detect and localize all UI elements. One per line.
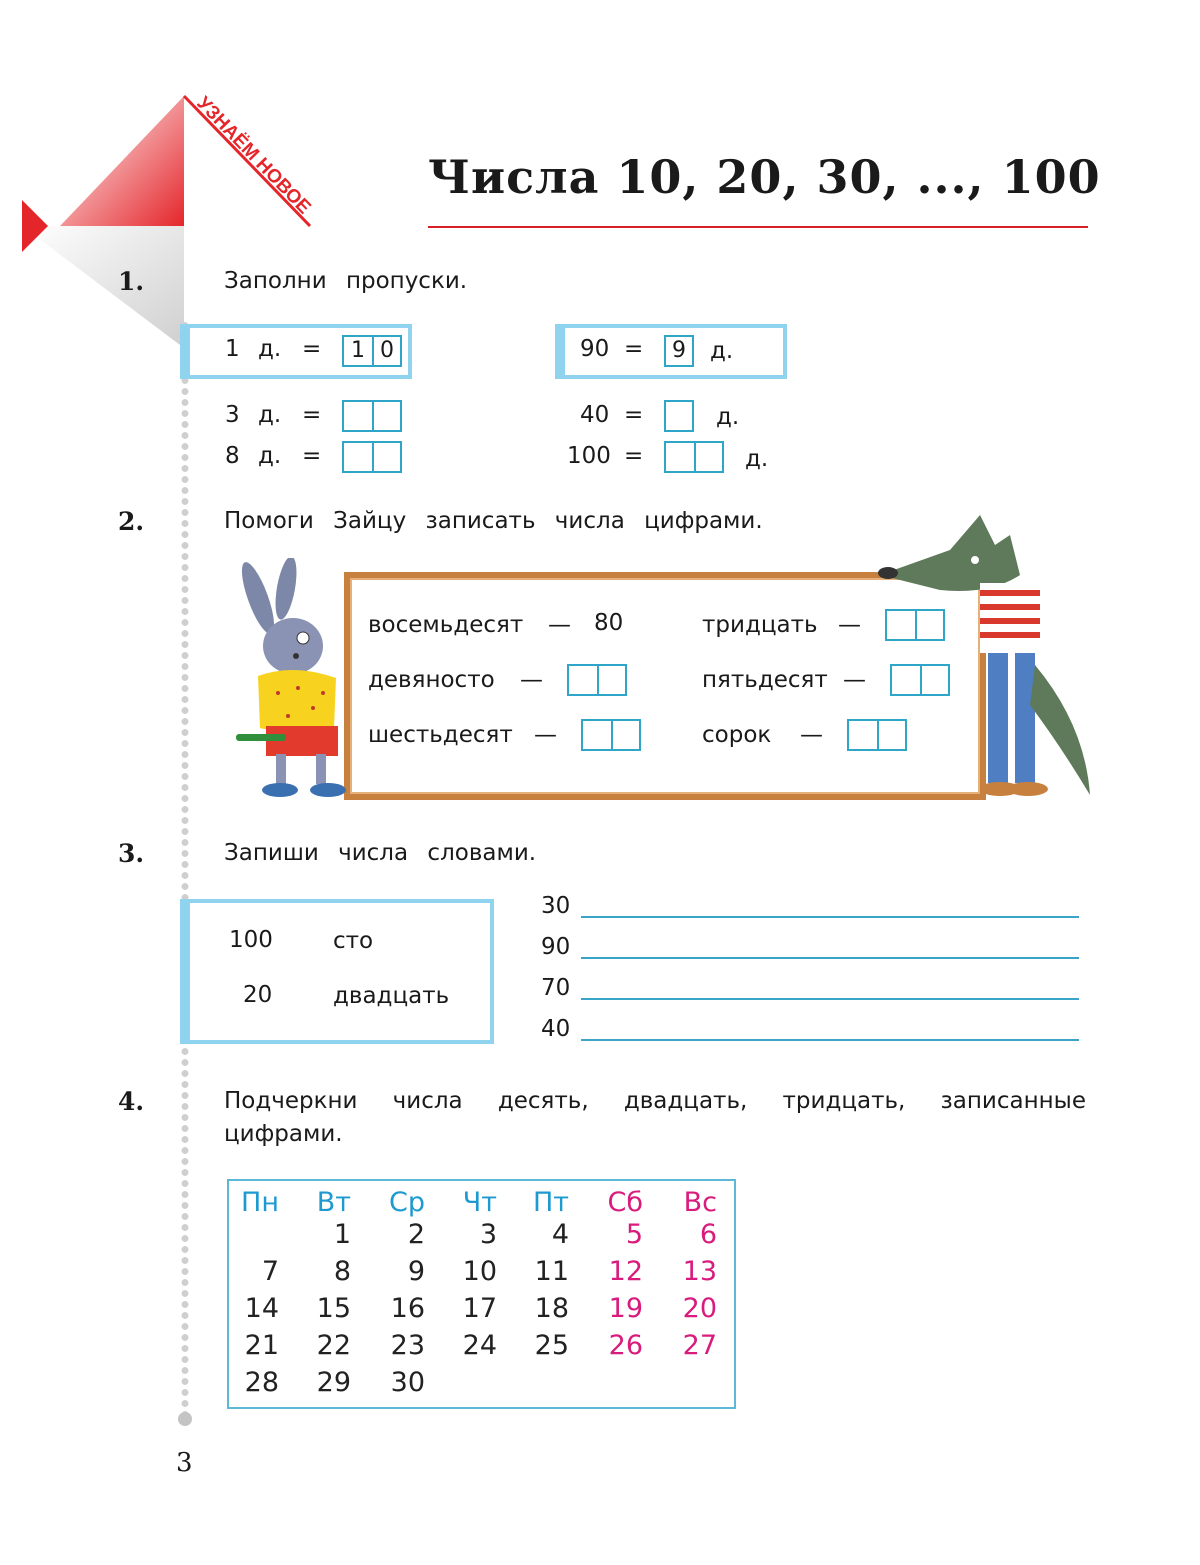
answer-cells[interactable] xyxy=(567,664,627,696)
calendar-day[interactable]: 5 xyxy=(625,1219,643,1250)
answer-cells[interactable] xyxy=(847,719,907,751)
task-4-number: 4. xyxy=(118,1087,145,1116)
answer-cells[interactable] xyxy=(342,441,402,473)
calendar-day[interactable]: 17 xyxy=(462,1293,497,1324)
line-number: 40 xyxy=(541,1016,571,1042)
example-left-equals: = xyxy=(302,336,322,362)
calendar-day[interactable]: 28 xyxy=(244,1367,279,1398)
task-2-text: Помоги Зайцу записать числа цифрами. xyxy=(224,508,763,534)
example-word: сто xyxy=(333,928,374,954)
line-number: 90 xyxy=(541,934,571,960)
task-3-example-frame xyxy=(180,899,494,1044)
calendar xyxy=(227,1179,736,1409)
task-4-text-line-2: цифрами. xyxy=(224,1121,343,1147)
dash: — xyxy=(520,667,543,693)
row-lhs: 40 xyxy=(580,402,610,428)
dotted-spine xyxy=(180,320,190,1420)
calendar-day[interactable]: 16 xyxy=(390,1293,425,1324)
calendar-day[interactable]: 8 xyxy=(333,1256,351,1287)
calendar-day[interactable]: 27 xyxy=(682,1330,717,1361)
calendar-day[interactable]: 15 xyxy=(316,1293,351,1324)
calendar-header: Пн xyxy=(241,1187,279,1218)
answer-line[interactable] xyxy=(581,1039,1079,1041)
example-word: двадцать xyxy=(333,983,450,1009)
calendar-header: Вт xyxy=(316,1187,351,1218)
dash: — xyxy=(548,612,571,638)
calendar-day[interactable]: 24 xyxy=(462,1330,497,1361)
answer-line[interactable] xyxy=(581,916,1079,918)
task-1-number: 1. xyxy=(118,267,145,296)
row-lhs: 3 xyxy=(225,402,240,428)
task-3-number: 3. xyxy=(118,839,145,868)
section-badge: УЗНАЁМ НОВОЕ xyxy=(192,92,315,219)
word-value-1: 80 xyxy=(594,610,624,636)
example-right-lhs: 90 xyxy=(580,336,610,362)
example-right-unit: д. xyxy=(710,338,734,364)
row-equals: = xyxy=(302,443,322,469)
row-lhs: 100 xyxy=(567,443,611,469)
dash: — xyxy=(534,722,557,748)
calendar-day[interactable]: 21 xyxy=(244,1330,279,1361)
task-2-number: 2. xyxy=(118,507,145,536)
calendar-day[interactable]: 20 xyxy=(682,1293,717,1324)
calendar-day[interactable]: 26 xyxy=(608,1330,643,1361)
example-num: 100 xyxy=(229,927,273,953)
example-num: 20 xyxy=(243,982,273,1008)
wolf-illustration xyxy=(870,505,1095,805)
example-right-equals: = xyxy=(624,336,644,362)
row-unit: д. xyxy=(258,402,282,428)
row-lhs: 8 xyxy=(225,443,240,469)
digit-cell: 1 xyxy=(351,338,365,363)
answer-cells[interactable] xyxy=(890,664,950,696)
calendar-day[interactable]: 29 xyxy=(316,1367,351,1398)
digit-cell[interactable] xyxy=(664,400,694,432)
calendar-day[interactable]: 18 xyxy=(534,1293,569,1324)
example-left-unit: д. xyxy=(258,336,282,362)
task-1-text: Заполни пропуски. xyxy=(224,268,468,294)
calendar-header: Пт xyxy=(532,1187,569,1218)
answer-cells xyxy=(342,335,402,367)
answer-cells[interactable] xyxy=(581,719,641,751)
hare-illustration xyxy=(218,558,368,803)
calendar-header: Чт xyxy=(462,1187,497,1218)
row-unit: д. xyxy=(716,404,740,430)
line-number: 70 xyxy=(541,975,571,1001)
task-4-text-line-1: Подчеркни числа десять, двадцать, тридцать, записанные xyxy=(224,1088,1086,1114)
row-unit: д. xyxy=(258,443,282,469)
answer-line[interactable] xyxy=(581,998,1079,1000)
calendar-day[interactable]: 25 xyxy=(534,1330,569,1361)
calendar-day[interactable]: 23 xyxy=(390,1330,425,1361)
calendar-day[interactable]: 19 xyxy=(608,1293,643,1324)
calendar-day[interactable]: 30 xyxy=(390,1367,425,1398)
dash: — xyxy=(838,612,861,638)
spine-end-dot xyxy=(178,1412,192,1426)
calendar-header: Ср xyxy=(389,1187,425,1218)
corner-decoration xyxy=(0,0,340,360)
calendar-day[interactable]: 7 xyxy=(261,1256,279,1287)
dash: — xyxy=(800,722,823,748)
calendar-day[interactable]: 6 xyxy=(699,1219,717,1250)
page-title: Числа 10, 20, 30, ..., 100 xyxy=(428,150,1101,204)
word-right-3: сорок xyxy=(702,722,772,748)
word-left-2: девяносто xyxy=(368,667,495,693)
row-equals: = xyxy=(624,443,644,469)
digit-cell: 0 xyxy=(372,337,400,365)
answer-cells[interactable] xyxy=(885,609,945,641)
answer-line[interactable] xyxy=(581,957,1079,959)
dash: — xyxy=(843,667,866,693)
example-left-lhs: 1 xyxy=(225,336,240,362)
calendar-day[interactable]: 3 xyxy=(479,1219,497,1250)
answer-cells[interactable] xyxy=(664,441,724,473)
calendar-day[interactable]: 2 xyxy=(407,1219,425,1250)
calendar-day[interactable]: 22 xyxy=(316,1330,351,1361)
calendar-day[interactable]: 10 xyxy=(462,1256,497,1287)
calendar-day[interactable]: 11 xyxy=(534,1256,569,1287)
word-left-3: шестьдесят xyxy=(368,722,513,748)
title-underline xyxy=(428,226,1088,228)
line-number: 30 xyxy=(541,893,571,919)
calendar-day[interactable]: 4 xyxy=(551,1219,569,1250)
row-equals: = xyxy=(302,402,322,428)
page-number: 3 xyxy=(176,1448,193,1478)
calendar-day[interactable]: 14 xyxy=(244,1293,279,1324)
calendar-day[interactable]: 1 xyxy=(333,1219,351,1250)
row-unit: д. xyxy=(745,446,769,472)
word-left-1: восемьдесят xyxy=(368,612,524,638)
task-3-text: Запиши числа словами. xyxy=(224,840,537,866)
word-right-2: пятьдесят xyxy=(702,667,828,693)
calendar-day[interactable]: 12 xyxy=(608,1256,643,1287)
answer-cells[interactable] xyxy=(342,400,402,432)
calendar-day[interactable]: 9 xyxy=(407,1256,425,1287)
word-right-1: тридцать xyxy=(702,612,818,638)
calendar-header: Сб xyxy=(607,1187,643,1218)
calendar-day[interactable]: 13 xyxy=(682,1256,717,1287)
digit-cell: 9 xyxy=(664,335,694,367)
row-equals: = xyxy=(624,402,644,428)
calendar-header: Вс xyxy=(683,1187,717,1218)
